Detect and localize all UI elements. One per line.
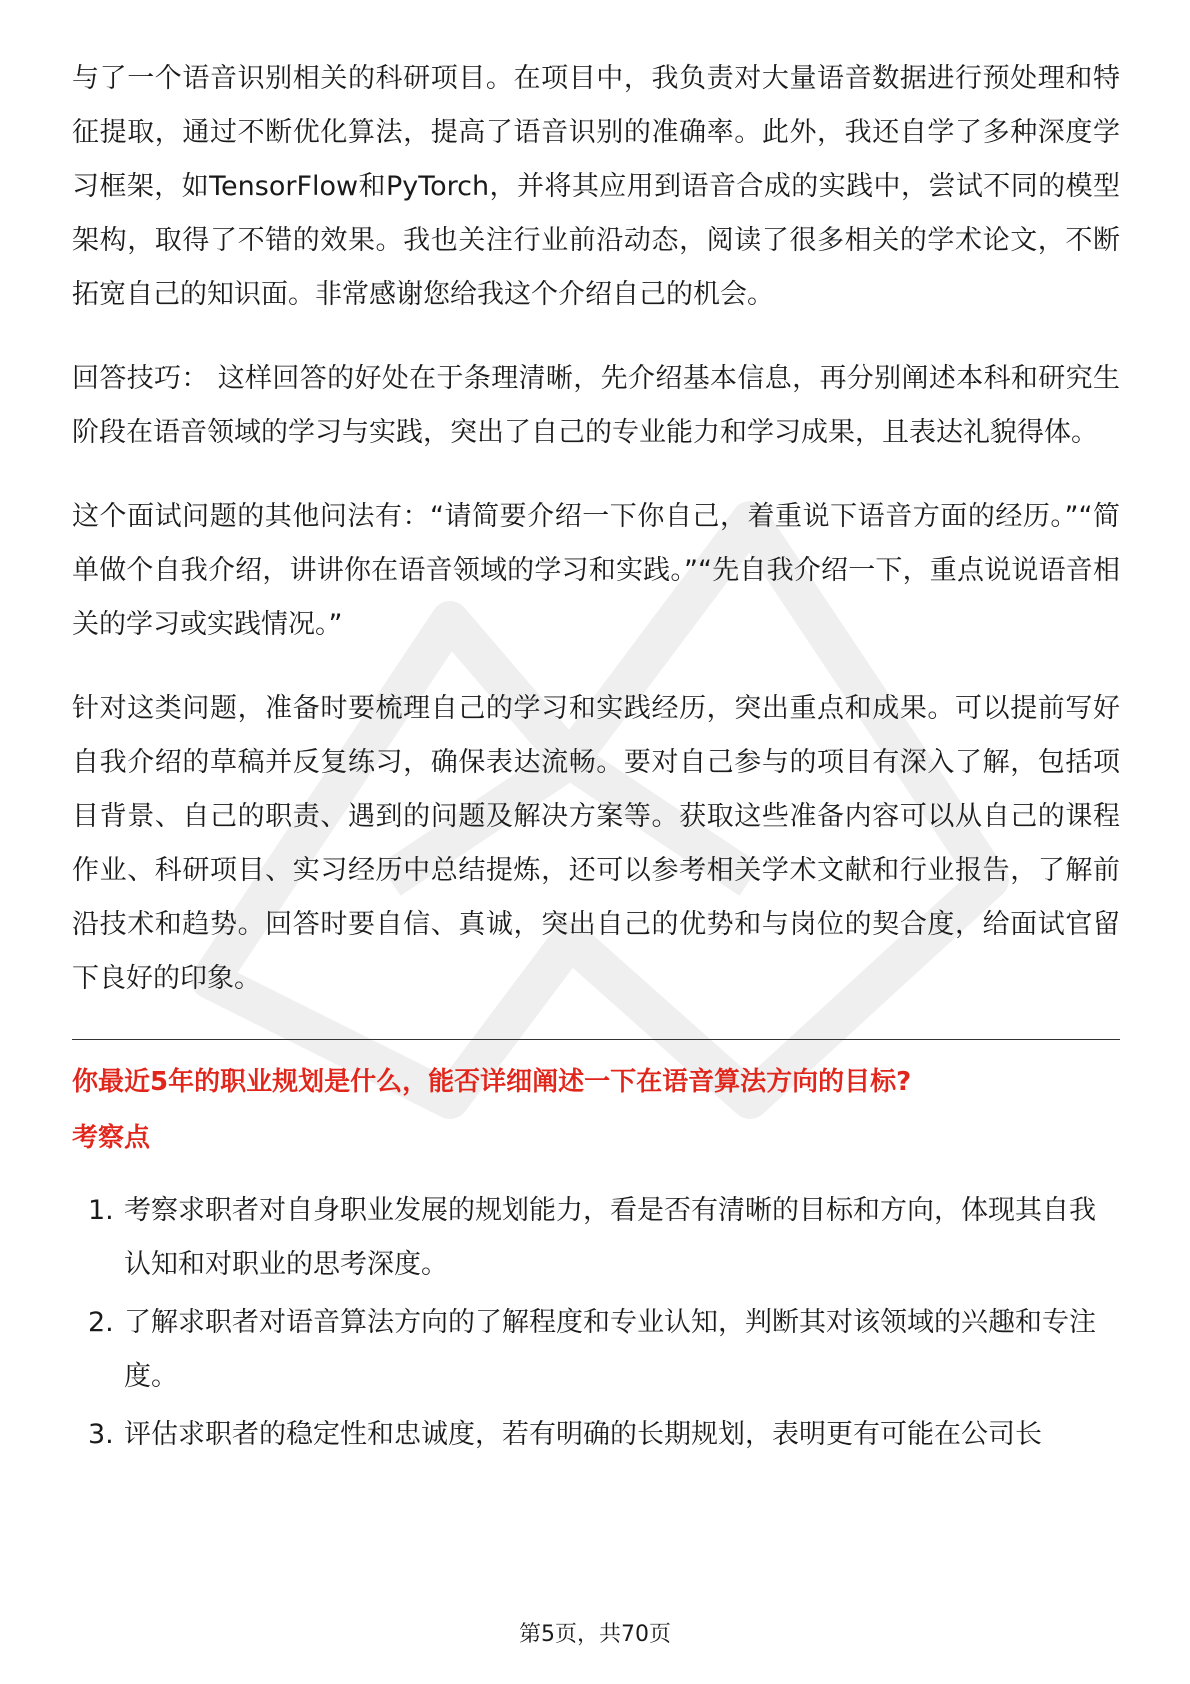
list-item-text: 考察求职者对自身职业发展的规划能力，看是否有清晰的目标和方向，体现其自我认知和对职业的思考深度。 (124, 1195, 1096, 1280)
list-item-number: 2. (88, 1307, 114, 1338)
list-item (72, 1408, 1120, 1462)
list-item (72, 1184, 1120, 1292)
assessment-points-heading: 考察点 (72, 1123, 151, 1153)
list-item (72, 1296, 1120, 1404)
list-item-number: 1. (88, 1195, 114, 1226)
paragraph-answer-tips: 回答技巧： 这样回答的好处在于条理清晰，先介绍基本信息，再分别阐述本科和研究生阶段在语音领域的学习与实践，突出了自己的专业能力和学习成果，且表达礼貌得体。 (72, 363, 1120, 448)
paragraph-alternative-questions: 这个面试问题的其他问法有：“请简要介绍一下你自己，着重说下语音方面的经历。”“简单做个自我介绍，讲讲你在语音领域的学习和实践。”“先自我介绍一下，重点说说语音相关的学习或实践情况。” (72, 501, 1120, 640)
list-item-number: 3. (88, 1419, 114, 1450)
paragraph-preparation-advice: 针对这类问题，准备时要梳理自己的学习和实践经历，突出重点和成果。可以提前写好自我介绍的草稿并反复练习，确保表达流畅。要对自己参与的项目有深入了解，包括项目背景、自己的职责、遇到的问题及解决方案等。获取这些准备内容可以从自己的课程作业、科研项目、实习经历中总结提炼，还可以参考相关学术文献和行业报告，了解前沿技术和趋势。回答时要自信、真诚，突出自己的优势和与岗位的契合度，给面试官留下良好的印象。 (72, 693, 1120, 994)
paragraph-answer-continuation: 与了一个语音识别相关的科研项目。在项目中，我负责对大量语音数据进行预处理和特征提取，通过不断优化算法，提高了语音识别的准确率。此外，我还自学了多种深度学习框架，如TensorFlow和PyTorch，并将其应用到语音合成的实践中，尝试不同的模型架构，取得了不错的效果。我也关注行业前沿动态，阅读了很多相关的学术论文，不断拓宽自己的知识面。非常感谢您给我这个介绍自己的机会。 (72, 63, 1120, 310)
list-item-text: 评估求职者的稳定性和忠诚度，若有明确的长期规划，表明更有可能在公司长 (124, 1419, 1042, 1450)
assessment-points-list (72, 1184, 1120, 1462)
list-item-text: 了解求职者对语音算法方向的了解程度和专业认知，判断其对该领域的兴趣和专注度。 (124, 1307, 1096, 1392)
page-number-footer: 第5页，共70页 (519, 1622, 671, 1647)
main-content (72, 52, 1120, 1478)
section-divider (72, 1039, 1120, 1040)
question-title: 你最近5年的职业规划是什么，能否详细阐述一下在语音算法方向的目标? (72, 1067, 912, 1097)
